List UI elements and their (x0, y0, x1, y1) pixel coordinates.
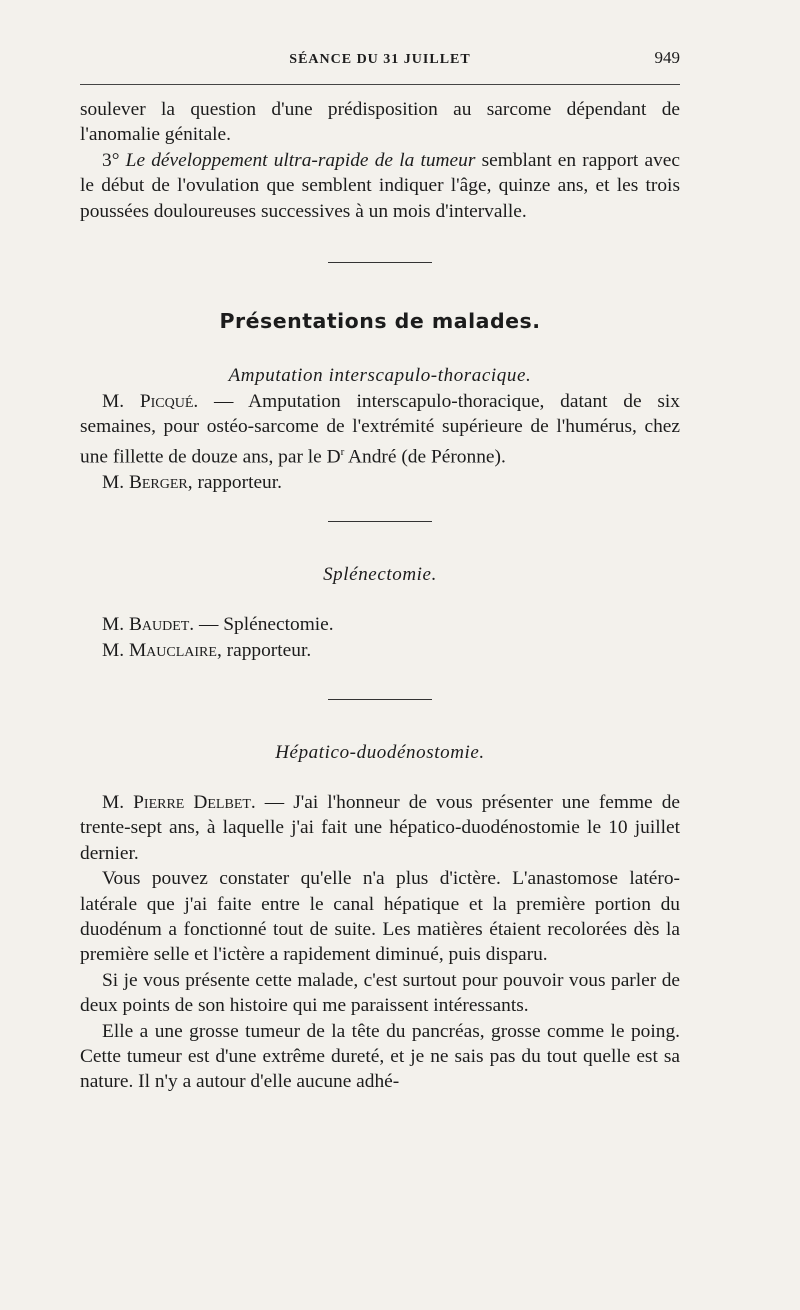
case-3-author: Pierre Delbet. (133, 791, 256, 813)
case-3-subtitle: Hépatico-duodénostomie. (275, 741, 485, 763)
monsieur-label: M. (102, 471, 129, 493)
case-2-subtitle: Splénectomie. (323, 564, 437, 586)
case-1-text-end: André (de Péronne). (344, 446, 506, 468)
case-1-paragraph (80, 389, 680, 470)
case-3-paragraph-2: Vous pouvez constater qu'elle n'a plus d'ictère. L'anastomose latéro-latérale que j'ai faite entre le canal hépatique et la première portion du duodénum a fonctionné tout de suite. Les matières étaient recolorées dès la première selle et l'ictère a rapidement diminué, puis disparu. (80, 868, 680, 966)
case-1-reporter: Berger (128, 471, 188, 493)
case-2-reporter: Mauclaire (128, 639, 217, 661)
monsieur-label: M. (102, 791, 134, 813)
running-title: SÉANCE DU 31 JUILLET (289, 52, 471, 67)
monsieur-label: M. (102, 391, 140, 413)
page-number: 949 (654, 48, 680, 67)
running-head (80, 46, 680, 76)
intro-paragraph-2-text: semblant en rapport avec le début de l'ovulation que semblent indiquer l'âge, quinze ans, et les trois poussées douloureuses successives à un mois d'intervalle. (80, 149, 680, 222)
intro-paragraph-1: soulever la question d'une prédisposition au sarcome dépendant de l'anomalie génitale. (80, 99, 680, 146)
case-3-text: — J'ai l'honneur de vous présenter une femme de trente-sept ans, à laquelle j'ai fait une hépatico-duodénostomie le 10 juillet dernier. (80, 791, 680, 864)
doctor-superscript: r (340, 445, 345, 458)
case-1-subtitle: Amputation interscapulo-thoracique. (228, 365, 532, 387)
monsieur-label: M. (102, 639, 129, 661)
monsieur-label: M. (102, 614, 129, 636)
case-2-text: — Splénectomie. (194, 614, 334, 636)
case-1-author: Picqué. (139, 391, 199, 413)
case-2-reporter-line (80, 638, 680, 663)
section-separator (328, 262, 432, 263)
case-separator-2 (328, 699, 432, 700)
case-3-paragraph-1 (80, 790, 680, 866)
case-2-reporter-role: , rapporteur. (216, 639, 312, 661)
case-3-paragraph-4: Elle a une grosse tumeur de la tête du pancréas, grosse comme le poing. Cette tumeur est d'une extrême dureté, et je ne sais pas du tout quelle est sa nature. Il n'y a autour d'elle aucune adhé- (80, 1020, 680, 1093)
page (80, 46, 680, 1095)
italic-phrase: Le développement ultra-rapide de la tumeur (125, 149, 476, 171)
case-1-text: — Amputation interscapulo-thoracique, datant de six semaines, pour ostéo-sarcome de l'extrémité supérieure de l'humérus, chez une fillette de douze ans, par le D (80, 391, 680, 468)
case-2-paragraph (80, 612, 680, 637)
section-title: Présentations de malades. (219, 309, 541, 334)
case-separator-1 (328, 521, 432, 522)
case-1-reporter-role: , rapporteur. (187, 471, 282, 493)
intro-paragraph-2 (80, 148, 680, 224)
item-number: 3° (102, 149, 120, 171)
case-3-paragraph-3: Si je vous présente cette malade, c'est surtout pour pouvoir vous parler de deux points de son histoire qui me paraissent intéressants. (80, 969, 680, 1017)
header-rule (80, 84, 680, 85)
case-2-author: Baudet. (128, 614, 195, 636)
case-1-reporter-line (80, 470, 680, 495)
